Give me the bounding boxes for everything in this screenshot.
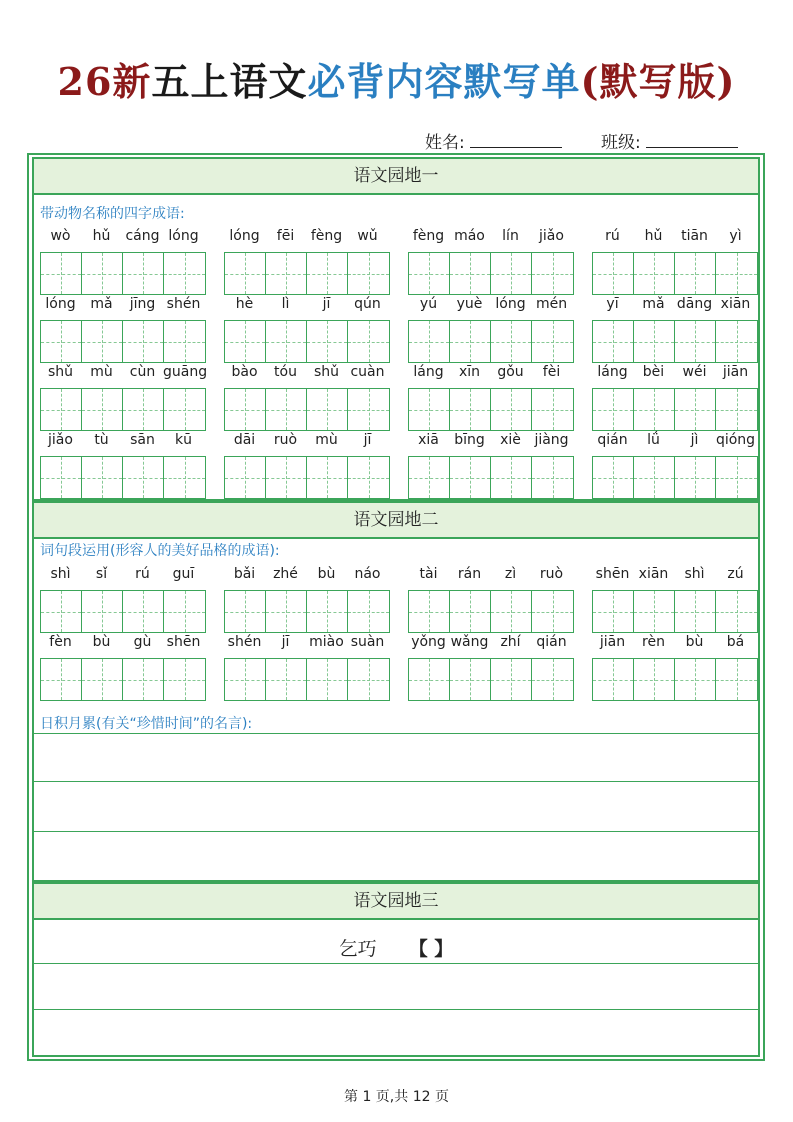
writing-cell[interactable] xyxy=(82,659,123,700)
writing-cell[interactable] xyxy=(348,389,389,430)
writing-cell[interactable] xyxy=(593,659,634,700)
character-boxes xyxy=(408,388,574,431)
writing-cell[interactable] xyxy=(716,253,757,294)
writing-cell[interactable] xyxy=(716,659,757,700)
pinyin-syllable: láng xyxy=(413,364,444,380)
writing-cell[interactable] xyxy=(593,457,634,498)
pinyin-syllable: jiān xyxy=(722,364,749,380)
pinyin-syllable: hǔ xyxy=(644,228,663,244)
character-boxes xyxy=(224,320,390,363)
writing-cell[interactable] xyxy=(409,321,450,362)
pinyin-syllable: rèn xyxy=(642,634,665,650)
pinyin-syllable: qián xyxy=(597,432,628,448)
character-boxes xyxy=(408,252,574,295)
pinyin-syllable: bù xyxy=(92,634,111,650)
writing-cell[interactable] xyxy=(491,389,532,430)
writing-cell[interactable] xyxy=(634,389,675,430)
writing-cell[interactable] xyxy=(634,253,675,294)
pinyin-syllable: xiā xyxy=(418,432,439,448)
pinyin-syllable: fēi xyxy=(276,228,295,244)
character-boxes xyxy=(592,456,758,499)
character-boxes xyxy=(592,590,758,633)
writing-cell[interactable] xyxy=(348,321,389,362)
writing-cell[interactable] xyxy=(307,659,348,700)
pinyin-syllable: bào xyxy=(231,364,258,380)
writing-cell[interactable] xyxy=(348,591,389,632)
writing-cell[interactable] xyxy=(532,389,573,430)
writing-cell[interactable] xyxy=(409,457,450,498)
character-boxes xyxy=(40,252,206,295)
pinyin-syllable: hǔ xyxy=(92,228,111,244)
pinyin-syllable: rú xyxy=(605,228,620,244)
writing-cell[interactable] xyxy=(164,253,205,294)
writing-cell[interactable] xyxy=(266,253,307,294)
class-field[interactable] xyxy=(601,128,738,153)
writing-cell[interactable] xyxy=(41,457,82,498)
pinyin-syllable: bá xyxy=(726,634,745,650)
pinyin-syllable: cùn xyxy=(129,364,156,380)
writing-cell[interactable] xyxy=(266,591,307,632)
pinyin-syllable: fèng xyxy=(412,228,445,244)
writing-cell[interactable] xyxy=(450,457,491,498)
writing-cell[interactable] xyxy=(266,389,307,430)
page-footer: 第 1 页,共 12 页 xyxy=(344,1089,449,1105)
writing-cell[interactable] xyxy=(450,659,491,700)
writing-cell[interactable] xyxy=(82,457,123,498)
writing-cell[interactable] xyxy=(491,457,532,498)
writing-cell[interactable] xyxy=(532,457,573,498)
pinyin-syllable: zhí xyxy=(500,634,521,650)
pinyin-syllable: jiàng xyxy=(534,432,569,448)
pinyin-syllable: zì xyxy=(504,566,517,582)
character-boxes xyxy=(408,456,574,499)
pinyin-syllable: shén xyxy=(166,296,201,312)
writing-cell[interactable] xyxy=(307,389,348,430)
writing-cell[interactable] xyxy=(307,253,348,294)
pinyin-syllable: qióng xyxy=(715,432,756,448)
writing-cell[interactable] xyxy=(225,389,266,430)
pinyin-syllable: zú xyxy=(727,566,744,582)
writing-cell[interactable] xyxy=(409,591,450,632)
class-blank[interactable] xyxy=(646,131,738,148)
pinyin-syllable: sān xyxy=(130,432,155,448)
pinyin-syllable: jī xyxy=(363,432,372,448)
page-title xyxy=(0,56,793,108)
pinyin-syllable: bù xyxy=(317,566,336,582)
pinyin-syllable: gù xyxy=(133,634,152,650)
pinyin-syllable: mén xyxy=(535,296,568,312)
writing-cell[interactable] xyxy=(409,389,450,430)
pinyin-syllable: jī xyxy=(322,296,331,312)
title-part-3: 必背内容默写单 xyxy=(307,59,581,104)
pinyin-syllable: lóng xyxy=(45,296,76,312)
pinyin-syllable: dāng xyxy=(676,296,713,312)
writing-cell[interactable] xyxy=(450,591,491,632)
pinyin-syllable: guāng xyxy=(163,364,208,380)
writing-cell[interactable] xyxy=(675,659,716,700)
pinyin-syllable: jiān xyxy=(599,634,626,650)
pinyin-syllable: kū xyxy=(175,432,192,448)
writing-cell[interactable] xyxy=(409,659,450,700)
pinyin-syllable: shì xyxy=(684,566,705,582)
section-garden-3 xyxy=(32,882,760,1057)
name-label: 姓名: xyxy=(425,133,465,153)
writing-line[interactable] xyxy=(34,963,758,964)
writing-line[interactable] xyxy=(34,733,758,734)
pinyin-syllable: jiǎo xyxy=(539,228,564,244)
title-part-1: 26新 xyxy=(57,59,152,104)
pinyin-syllable: wéi xyxy=(682,364,707,380)
writing-cell[interactable] xyxy=(491,321,532,362)
writing-cell[interactable] xyxy=(634,659,675,700)
writing-cell[interactable] xyxy=(450,253,491,294)
pinyin-syllable: jī xyxy=(281,634,290,650)
pinyin-syllable: láng xyxy=(597,364,628,380)
writing-cell[interactable] xyxy=(634,591,675,632)
character-boxes xyxy=(40,590,206,633)
name-field[interactable] xyxy=(425,128,562,153)
writing-cell[interactable] xyxy=(675,321,716,362)
pinyin-syllable: shēn xyxy=(166,634,201,650)
pinyin-syllable: tù xyxy=(94,432,109,448)
writing-cell[interactable] xyxy=(593,591,634,632)
pinyin-syllable: wò xyxy=(50,228,71,244)
pinyin-syllable: cuàn xyxy=(350,364,385,380)
name-blank[interactable] xyxy=(470,131,562,148)
writing-cell[interactable] xyxy=(82,321,123,362)
writing-cell[interactable] xyxy=(450,321,491,362)
writing-cell[interactable] xyxy=(716,591,757,632)
pinyin-syllable: bù xyxy=(685,634,704,650)
pinyin-syllable: zhé xyxy=(273,566,298,582)
pinyin-syllable: qún xyxy=(354,296,381,312)
writing-cell[interactable] xyxy=(532,659,573,700)
section-subtitle-quotes: 日积月累(有关“珍惜时间”的名言): xyxy=(40,716,253,732)
pinyin-syllable: xiān xyxy=(720,296,751,312)
pinyin-syllable: suàn xyxy=(350,634,385,650)
pinyin-syllable: miào xyxy=(309,634,344,650)
pinyin-syllable: lóng xyxy=(495,296,526,312)
pinyin-syllable: shēn xyxy=(595,566,630,582)
pinyin-syllable: cáng xyxy=(125,228,160,244)
pinyin-syllable: lóng xyxy=(168,228,199,244)
writing-cell[interactable] xyxy=(532,253,573,294)
title-part-2: 五上语文 xyxy=(151,59,308,104)
class-label: 班级: xyxy=(601,133,641,153)
character-boxes xyxy=(224,252,390,295)
writing-cell[interactable] xyxy=(307,321,348,362)
pinyin-syllable: jīng xyxy=(129,296,156,312)
writing-cell[interactable] xyxy=(266,659,307,700)
writing-cell[interactable] xyxy=(675,253,716,294)
writing-cell[interactable] xyxy=(675,389,716,430)
writing-cell[interactable] xyxy=(164,321,205,362)
pinyin-syllable: xiān xyxy=(638,566,669,582)
pinyin-syllable: gǒu xyxy=(497,364,524,380)
pinyin-syllable: tiān xyxy=(681,228,708,244)
writing-cell[interactable] xyxy=(593,321,634,362)
writing-cell[interactable] xyxy=(532,321,573,362)
pinyin-syllable: yuè xyxy=(456,296,483,312)
writing-cell[interactable] xyxy=(675,591,716,632)
writing-cell[interactable] xyxy=(491,253,532,294)
writing-cell[interactable] xyxy=(593,253,634,294)
pinyin-syllable: wǎng xyxy=(450,634,489,650)
pinyin-syllable: yǒng xyxy=(411,634,446,650)
pinyin-syllable: mǎ xyxy=(90,296,113,312)
title-part-4: (默写版) xyxy=(580,59,736,104)
writing-cell[interactable] xyxy=(675,457,716,498)
writing-line[interactable] xyxy=(34,1009,758,1010)
writing-cell[interactable] xyxy=(41,389,82,430)
writing-cell[interactable] xyxy=(123,253,164,294)
character-boxes xyxy=(224,590,390,633)
section-heading: 语文园地二 xyxy=(34,503,758,539)
pinyin-syllable: mù xyxy=(90,364,113,380)
pinyin-syllable: ruò xyxy=(539,566,564,582)
pinyin-syllable: tóu xyxy=(274,364,297,380)
character-boxes xyxy=(40,388,206,431)
writing-cell[interactable] xyxy=(225,321,266,362)
writing-cell[interactable] xyxy=(225,253,266,294)
writing-cell[interactable] xyxy=(716,321,757,362)
pinyin-syllable: máo xyxy=(454,228,485,244)
pinyin-syllable: lǘ xyxy=(647,432,660,448)
writing-cell[interactable] xyxy=(450,389,491,430)
pinyin-syllable: tài xyxy=(419,566,438,582)
section-subtitle: 带动物名称的四字成语: xyxy=(40,206,185,222)
pinyin-syllable: lóng xyxy=(229,228,260,244)
poem-title: 乞巧 xyxy=(338,938,377,960)
pinyin-syllable: rán xyxy=(457,566,482,582)
writing-cell[interactable] xyxy=(123,659,164,700)
pinyin-syllable: náo xyxy=(354,566,381,582)
character-boxes xyxy=(592,658,758,701)
pinyin-syllable: yú xyxy=(419,296,438,312)
pinyin-syllable: mù xyxy=(315,432,338,448)
section-heading: 语文园地一 xyxy=(34,159,758,195)
pinyin-syllable: lín xyxy=(502,228,519,244)
writing-cell[interactable] xyxy=(491,659,532,700)
pinyin-syllable: shén xyxy=(227,634,262,650)
pinyin-syllable: dāi xyxy=(233,432,256,448)
answer-bracket[interactable]: 【 】 xyxy=(408,938,454,960)
writing-cell[interactable] xyxy=(164,457,205,498)
pinyin-syllable: bīng xyxy=(454,432,485,448)
writing-cell[interactable] xyxy=(634,457,675,498)
writing-cell[interactable] xyxy=(164,389,205,430)
writing-cell[interactable] xyxy=(348,457,389,498)
writing-cell[interactable] xyxy=(82,591,123,632)
section-subtitle: 词句段运用(形容人的美好品格的成语): xyxy=(40,543,280,559)
character-boxes xyxy=(224,658,390,701)
character-boxes xyxy=(40,456,206,499)
section-garden-2 xyxy=(32,501,760,882)
writing-cell[interactable] xyxy=(225,457,266,498)
writing-cell[interactable] xyxy=(716,389,757,430)
writing-cell[interactable] xyxy=(266,321,307,362)
writing-cell[interactable] xyxy=(164,659,205,700)
pinyin-syllable: yì xyxy=(729,228,742,244)
writing-cell[interactable] xyxy=(41,253,82,294)
pinyin-syllable: xiè xyxy=(500,432,521,448)
writing-cell[interactable] xyxy=(716,457,757,498)
writing-cell[interactable] xyxy=(348,659,389,700)
writing-cell[interactable] xyxy=(123,321,164,362)
pinyin-syllable: hè xyxy=(235,296,254,312)
writing-line[interactable] xyxy=(34,831,758,832)
pinyin-syllable: lì xyxy=(281,296,290,312)
pinyin-syllable: bǎi xyxy=(233,566,256,582)
pinyin-syllable: shǔ xyxy=(313,364,340,380)
writing-cell[interactable] xyxy=(82,253,123,294)
writing-cell[interactable] xyxy=(164,591,205,632)
pinyin-syllable: fèn xyxy=(49,634,72,650)
writing-cell[interactable] xyxy=(41,591,82,632)
writing-cell[interactable] xyxy=(225,659,266,700)
pinyin-syllable: fèng xyxy=(310,228,343,244)
poem-item xyxy=(34,934,758,961)
writing-cell[interactable] xyxy=(266,457,307,498)
pinyin-syllable: fèi xyxy=(542,364,561,380)
writing-cell[interactable] xyxy=(123,457,164,498)
section-garden-1 xyxy=(32,157,760,501)
writing-cell[interactable] xyxy=(41,321,82,362)
character-boxes xyxy=(592,320,758,363)
writing-cell[interactable] xyxy=(123,389,164,430)
pinyin-syllable: guī xyxy=(172,566,195,582)
writing-cell[interactable] xyxy=(123,591,164,632)
writing-cell[interactable] xyxy=(593,389,634,430)
character-boxes xyxy=(224,388,390,431)
pinyin-syllable: sǐ xyxy=(95,566,108,582)
section-heading: 语文园地三 xyxy=(34,884,758,920)
pinyin-syllable: qián xyxy=(536,634,567,650)
writing-line[interactable] xyxy=(34,781,758,782)
character-boxes xyxy=(40,320,206,363)
character-boxes xyxy=(224,456,390,499)
writing-cell[interactable] xyxy=(634,321,675,362)
pinyin-syllable: shǔ xyxy=(47,364,74,380)
pinyin-syllable: jiǎo xyxy=(48,432,73,448)
writing-cell[interactable] xyxy=(307,591,348,632)
pinyin-syllable: ruò xyxy=(273,432,298,448)
character-boxes xyxy=(592,388,758,431)
writing-cell[interactable] xyxy=(348,253,389,294)
writing-cell[interactable] xyxy=(41,659,82,700)
writing-cell[interactable] xyxy=(225,591,266,632)
writing-cell[interactable] xyxy=(491,591,532,632)
pinyin-syllable: wǔ xyxy=(357,228,378,244)
writing-cell[interactable] xyxy=(532,591,573,632)
character-boxes xyxy=(592,252,758,295)
pinyin-syllable: shì xyxy=(50,566,71,582)
character-boxes xyxy=(408,590,574,633)
pinyin-syllable: yī xyxy=(606,296,619,312)
character-boxes xyxy=(40,658,206,701)
character-boxes xyxy=(408,658,574,701)
pinyin-syllable: bèi xyxy=(642,364,665,380)
pinyin-syllable: rú xyxy=(135,566,150,582)
pinyin-syllable: mǎ xyxy=(642,296,665,312)
character-boxes xyxy=(408,320,574,363)
writing-cell[interactable] xyxy=(82,389,123,430)
writing-cell[interactable] xyxy=(409,253,450,294)
pinyin-syllable: jì xyxy=(690,432,699,448)
writing-cell[interactable] xyxy=(307,457,348,498)
pinyin-syllable: xīn xyxy=(458,364,481,380)
